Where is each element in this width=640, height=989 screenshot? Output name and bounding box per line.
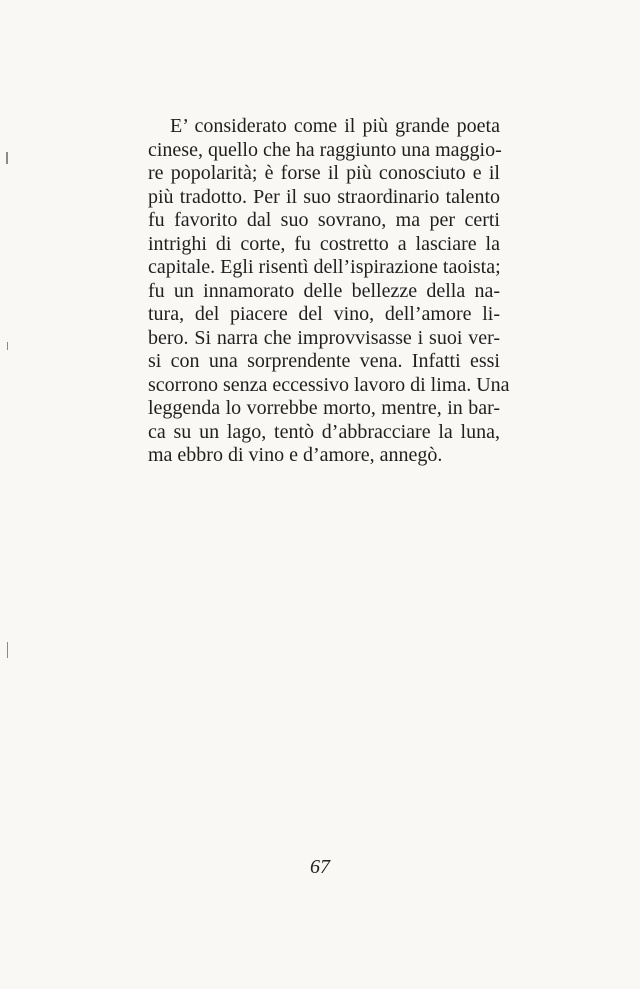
page-number: 67 (310, 856, 330, 878)
text-line: leggenda lo vorrebbe morto, mentre, in bar- (148, 397, 500, 419)
text-line: ma ebbro di vino e d’amore, annegò. (148, 444, 443, 466)
text-line: cinese, quello che ha raggiunto una maggio- (148, 138, 502, 161)
text-line: capitale. Egli risentì dell’ispirazione taoista; (148, 256, 501, 278)
text-line: tura, del piacere del vino, dell’amore li- (148, 303, 500, 325)
scan-mark (6, 152, 8, 164)
body-paragraph (148, 115, 510, 468)
text-line: fu un innamorato delle bellezze della na- (148, 279, 500, 302)
text-line: si con una sorprendente vena. Infatti essi (148, 350, 500, 372)
text-line: E’ considerato come il più grande poeta (170, 115, 500, 137)
text-line: intrighi di corte, fu costretto a lasciare la (148, 232, 500, 255)
scan-mark (7, 642, 8, 658)
text-line: più tradotto. Per il suo straordinario talento (148, 185, 500, 208)
text-line: ca su un lago, tentò d’abbracciare la luna, (148, 420, 500, 443)
text-line: re popolarità; è forse il più conosciuto e il (148, 162, 500, 184)
scan-mark (7, 342, 8, 350)
text-line: fu favorito dal suo sovrano, ma per certi (148, 209, 500, 231)
text-line: scorrono senza eccessivo lavoro di lima. Una (148, 373, 510, 396)
text-line: bero. Si narra che improvvisasse i suoi ver- (148, 326, 500, 349)
